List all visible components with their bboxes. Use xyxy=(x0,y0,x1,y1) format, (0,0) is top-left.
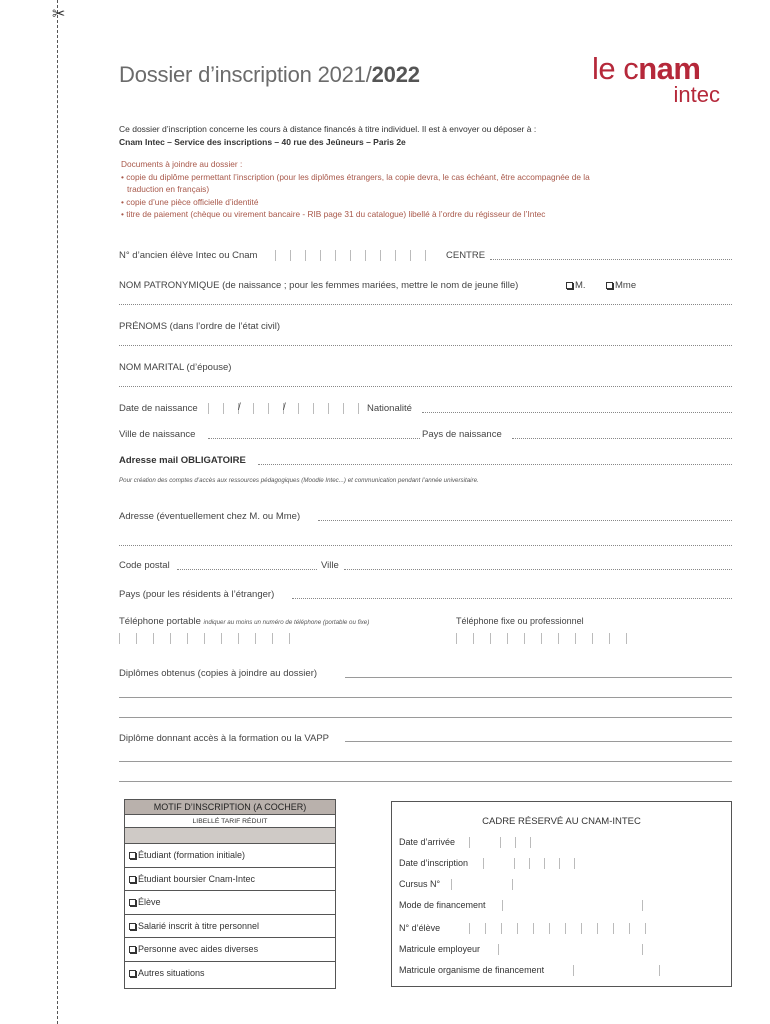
tel-portable-field[interactable] xyxy=(119,633,290,644)
checkbox[interactable] xyxy=(129,899,136,906)
motif-option-label: Salarié inscrit à titre personnel xyxy=(138,920,260,931)
pays-field[interactable] xyxy=(292,598,732,599)
title-years: Dossier d’inscription 2021/ xyxy=(119,62,372,87)
tel-portable-row xyxy=(119,616,369,627)
cursus-label: Cursus N° xyxy=(399,879,441,889)
ancien-eleve-field[interactable] xyxy=(275,250,426,261)
document-item: • titre de paiement (chèque ou virement bancaire - RIB page 31 du catalogue) libellé à l’ordre du régisseur de l’Intec xyxy=(121,209,546,219)
nom-marital-field[interactable] xyxy=(119,386,732,387)
mode-financement-field[interactable] xyxy=(502,900,643,911)
motif-option[interactable] xyxy=(125,962,335,986)
motif-title: MOTIF D’INSCRIPTION (A COCHER) xyxy=(125,800,335,815)
pays-naissance-field[interactable] xyxy=(512,438,732,439)
nom-marital-label: NOM MARITAL (d’épouse) xyxy=(119,362,232,373)
numero-eleve-label: N° d’élève xyxy=(399,923,441,933)
document-item: • copie du diplôme permettant l’inscription (pour les diplômes étrangers, la copie devra, le cas échéant, être accompagnée de la xyxy=(121,171,590,182)
intro-address: Cnam Intec – Service des inscriptions – 40 rue des Jeûneurs – Paris 2e xyxy=(119,137,406,147)
checkbox-m[interactable] xyxy=(566,282,573,289)
diplome-acces-field[interactable] xyxy=(345,741,732,742)
ville-field[interactable] xyxy=(344,569,732,570)
checkbox[interactable] xyxy=(129,970,136,977)
title-year-bold: 2022 xyxy=(371,62,420,87)
adresse-label: Adresse (éventuellement chez M. ou Mme) xyxy=(119,511,301,522)
logo-nam: nam xyxy=(638,51,701,86)
diplome-acces-field-line-3[interactable] xyxy=(119,781,732,782)
mode-financement-label: Mode de financement xyxy=(399,900,486,910)
motif-option[interactable] xyxy=(125,891,335,915)
date-arrivee-label: Date d’arrivée xyxy=(399,837,456,847)
motif-subtitle: LIBELLÉ TARIF RÉDUIT xyxy=(125,815,335,828)
document-item: traduction en français) xyxy=(127,184,210,194)
date-slash: / xyxy=(238,402,241,413)
diplome-acces-field-line-2[interactable] xyxy=(119,761,732,762)
ancien-eleve-label: N° d’ancien élève Intec ou Cnam xyxy=(119,250,258,261)
centre-field[interactable] xyxy=(490,259,732,260)
adresse-field[interactable] xyxy=(318,520,732,521)
documents-list xyxy=(121,158,741,221)
diplomes-label: Diplômes obtenus (copies à joindre au dossier) xyxy=(119,668,318,679)
centre-label: CENTRE xyxy=(446,250,486,261)
tel-portable-label: Téléphone portable xyxy=(119,616,201,627)
checkbox[interactable] xyxy=(129,923,136,930)
logo-le-c: le c xyxy=(592,51,639,86)
prenoms-field[interactable] xyxy=(119,345,732,346)
intro-text xyxy=(119,123,536,149)
motif-option[interactable] xyxy=(125,868,335,892)
pays-naissance-label: Pays de naissance xyxy=(422,429,502,440)
matricule-organisme-label: Matricule organisme de financement xyxy=(399,965,545,975)
date-slash: / xyxy=(283,402,286,413)
motif-option-label: Étudiant (formation initiale) xyxy=(138,850,246,860)
diplomes-field-line-2[interactable] xyxy=(119,697,732,698)
nom-patronymique-label: NOM PATRONYMIQUE (de naissance ; pour les femmes mariées, mettre le nom de jeune fille) xyxy=(119,280,519,291)
motif-option-label: Autres situations xyxy=(138,967,205,978)
cursus-field[interactable] xyxy=(451,879,513,890)
code-postal-label: Code postal xyxy=(119,560,170,571)
prenoms-label: PRÉNOMS (dans l’ordre de l’état civil) xyxy=(119,321,281,332)
ville-label: Ville xyxy=(321,560,339,571)
tel-fixe-label: Téléphone fixe ou professionnel xyxy=(456,616,584,626)
email-note: Pour création des comptes d’accès aux ressources pédagogiques (Moodle Intec...) et communication pendant l’année universitaire. xyxy=(119,477,479,484)
email-label: Adresse mail OBLIGATOIRE xyxy=(119,455,246,466)
ville-naissance-label: Ville de naissance xyxy=(119,429,196,440)
diplome-acces-label: Diplôme donnant accès à la formation ou la VAPP xyxy=(119,733,329,744)
motif-option-label: Personne avec aides diverses xyxy=(138,944,259,954)
civility-m-label: M. xyxy=(575,280,586,291)
nom-patronymique-field[interactable] xyxy=(119,304,732,305)
cut-line xyxy=(57,0,58,1024)
intro-line-1: Ce dossier d’inscription concerne les cours à distance financés à titre individuel. Il est à envoyer ou déposer à : xyxy=(119,124,537,134)
nationalite-label: Nationalité xyxy=(367,403,412,414)
matricule-employeur-field[interactable] xyxy=(498,944,643,955)
motif-option-label: Élève xyxy=(138,897,161,907)
page-title xyxy=(119,62,420,88)
checkbox[interactable] xyxy=(129,946,136,953)
motif-option[interactable] xyxy=(125,844,335,868)
date-naissance-label: Date de naissance xyxy=(119,403,198,414)
email-field[interactable] xyxy=(258,464,732,465)
cadre-reserve-box xyxy=(391,801,732,987)
civility-mme-label: Mme xyxy=(615,280,637,291)
document-item: • copie d’une pièce officielle d’identité xyxy=(121,196,259,207)
tel-fixe-field[interactable] xyxy=(456,633,627,644)
matricule-employeur-label: Matricule employeur xyxy=(399,944,481,954)
diplomes-field[interactable] xyxy=(345,677,732,678)
code-postal-field[interactable] xyxy=(177,569,317,570)
numero-eleve-field[interactable] xyxy=(469,923,646,934)
pays-label: Pays (pour les résidents à l’étranger) xyxy=(119,589,275,600)
documents-heading: Documents à joindre au dossier : xyxy=(121,159,243,169)
checkbox[interactable] xyxy=(129,852,136,859)
civility-mme[interactable] xyxy=(606,280,636,291)
motif-option[interactable] xyxy=(125,938,335,962)
motif-inscription-table xyxy=(124,799,336,989)
date-arrivee-field[interactable] xyxy=(469,837,531,848)
checkbox-mme[interactable] xyxy=(606,282,613,289)
nationalite-field[interactable] xyxy=(422,412,732,413)
cnam-intec-logo xyxy=(592,53,722,113)
logo-intec: intec xyxy=(673,82,720,107)
tel-portable-note: indiquer au moins un numéro de téléphone (portable ou fixe) xyxy=(203,619,370,626)
scissors-icon: ✂ xyxy=(52,4,66,23)
date-inscription-label: Date d’inscription xyxy=(399,858,469,868)
cadre-title: CADRE RÉSERVÉ AU CNAM-INTEC xyxy=(482,816,641,827)
motif-option-label: Étudiant boursier Cnam-Intec xyxy=(138,873,256,884)
checkbox[interactable] xyxy=(129,876,136,883)
diplomes-field-line-3[interactable] xyxy=(119,717,732,718)
civility-m[interactable] xyxy=(566,280,586,291)
motif-option[interactable] xyxy=(125,915,335,939)
ville-naissance-field[interactable] xyxy=(208,438,420,439)
matricule-organisme-field[interactable] xyxy=(573,965,660,976)
adresse-field-line-2[interactable] xyxy=(119,545,732,546)
date-inscription-field[interactable] xyxy=(483,858,575,869)
motif-blank-row xyxy=(125,828,335,844)
